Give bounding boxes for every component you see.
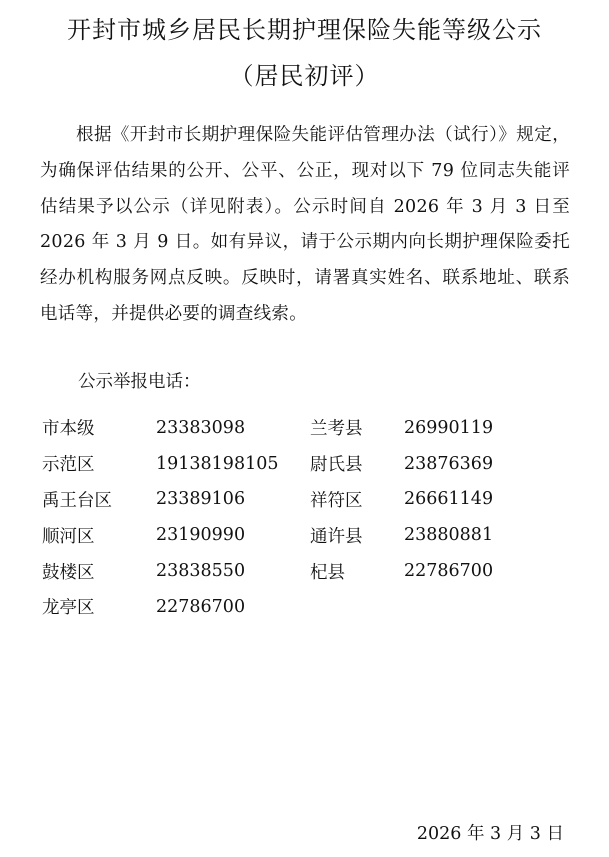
phone-number: 19138198105 xyxy=(156,453,279,474)
phone-number: 23838550 xyxy=(156,561,246,582)
district-name: 示范区 xyxy=(42,455,95,476)
district-name: 鼓楼区 xyxy=(42,562,95,583)
phone-number xyxy=(404,589,582,625)
phone-number: 23389106 xyxy=(156,489,246,510)
hotline-row xyxy=(42,410,582,446)
phone-number: 22786700 xyxy=(404,561,494,582)
phone-number: 22786700 xyxy=(156,596,246,617)
district-name: 市本级 xyxy=(42,419,95,440)
district-name: 杞县 xyxy=(310,562,345,583)
hotline-table xyxy=(42,410,582,625)
district-name: 顺河区 xyxy=(42,526,95,547)
district-name: 龙亭区 xyxy=(42,598,95,619)
phone-number: 23876369 xyxy=(404,453,494,474)
phone-number: 23880881 xyxy=(404,525,494,546)
hotline-row xyxy=(42,517,582,553)
hotline-heading: 公示举报电话： xyxy=(78,372,201,392)
hotline-row xyxy=(42,589,582,625)
hotline-row xyxy=(42,553,582,589)
hotline-row xyxy=(42,446,582,482)
phone-number: 23190990 xyxy=(156,525,246,546)
district-name: 祥符区 xyxy=(310,490,363,511)
phone-number: 23383098 xyxy=(156,417,246,438)
document-subtitle: （居民初评） xyxy=(229,62,380,90)
district-name: 兰考县 xyxy=(310,419,363,440)
district-name: 禹王台区 xyxy=(42,490,112,511)
phone-number: 26661149 xyxy=(404,489,494,510)
district-name: 尉氏县 xyxy=(310,455,363,476)
district-name xyxy=(310,589,404,625)
publication-date: 2026 年 3 月 3 日 xyxy=(416,824,564,844)
document-title: 开封市城乡居民长期护理保险失能等级公示 xyxy=(67,16,542,44)
announcement-paragraph: 根据《开封市长期护理保险失能评估管理办法（试行）》规定，为确保评估结果的公开、公平、公正，现对以下 79 位同志失能评估结果予以公示（详见附表）。公示时间自 2026 年 3 月 3 日至 2026 年 3 月 9 日。如有异议，请于公示期内向长期护理保险委托经办机构服务网点反映。反映时，请署真实姓名、联系地址、联系电话等，并提供必要的调查线索。 xyxy=(40,125,570,324)
phone-number: 26990119 xyxy=(404,417,494,438)
hotline-row xyxy=(42,482,582,518)
district-name: 通许县 xyxy=(310,526,363,547)
